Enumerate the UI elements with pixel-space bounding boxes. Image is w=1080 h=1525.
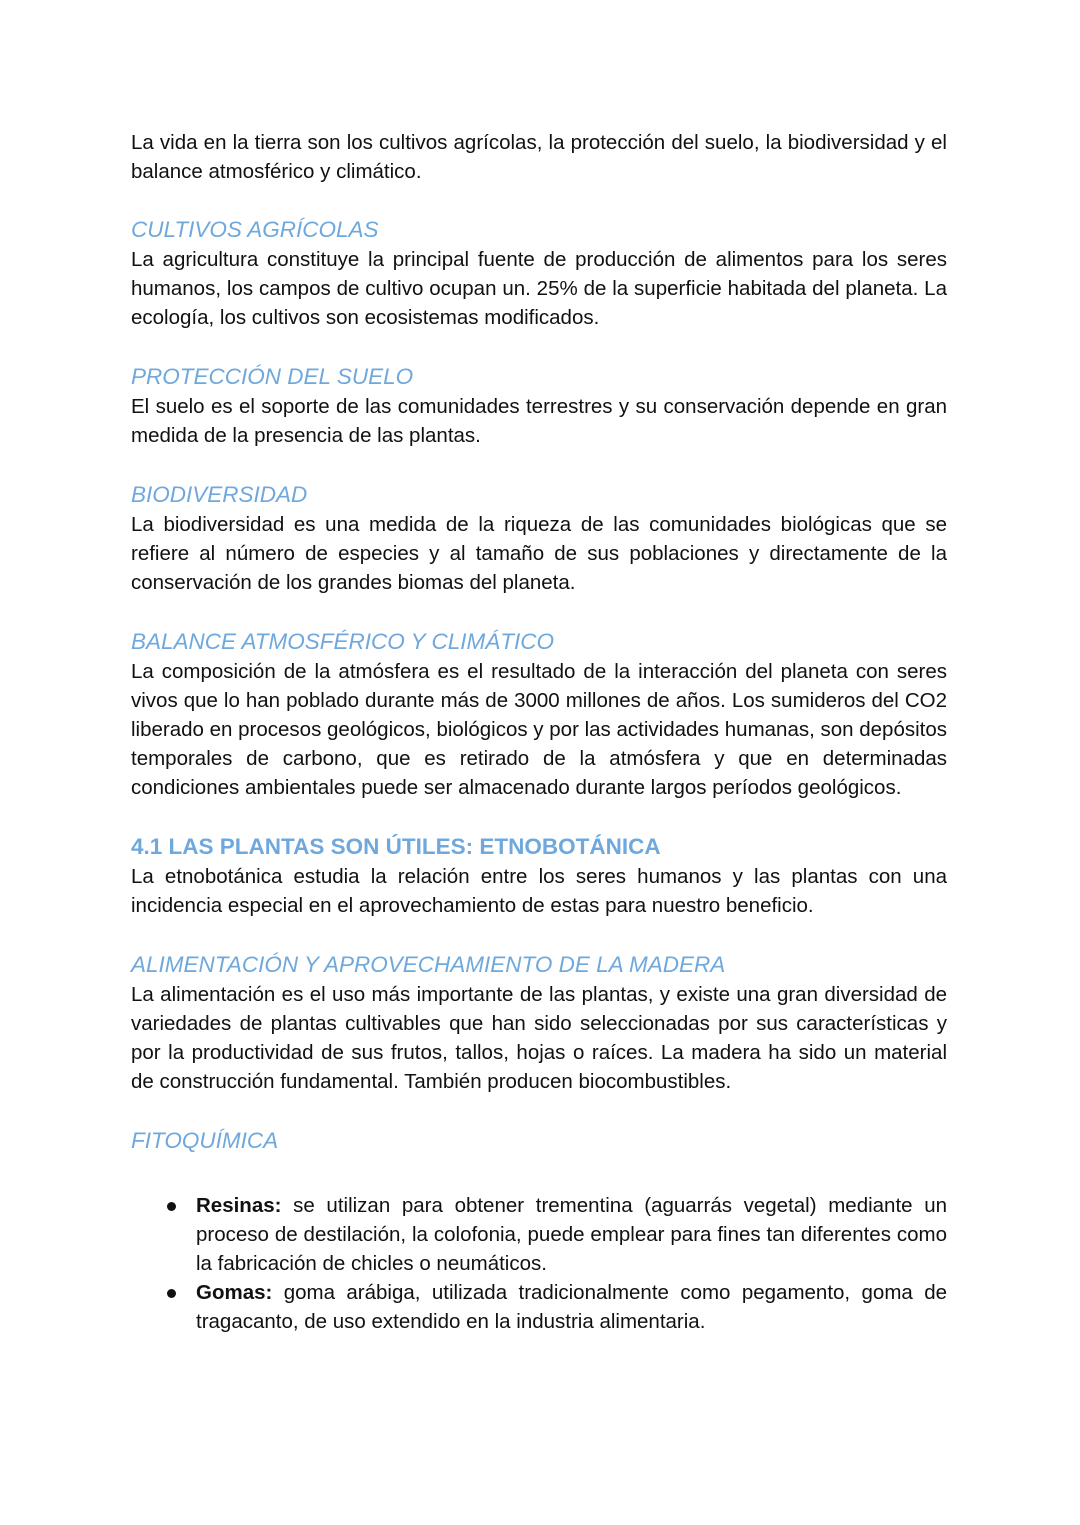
- spacer: [131, 332, 947, 362]
- spacer: [131, 1096, 947, 1126]
- paragraph-alimentacion: La alimentación es el uso más importante de las plantas, y existe una gran diversidad de variedades de plantas cultivables que han sido seleccionadas por sus características y por la productividad de sus frutos, tallos, hojas o raíces. La madera ha sido un material de construcción fundamental. También producen biocombustibles.: [131, 983, 947, 1093]
- spacer: [131, 802, 947, 832]
- list-item-term: Resinas:: [196, 1194, 282, 1217]
- spacer: [131, 186, 947, 215]
- bullet-icon: [167, 1202, 176, 1211]
- paragraph-etnobotanica: La etnobotánica estudia la relación entre los seres humanos y las plantas con una incidencia especial en el aprovechamiento de estas para nuestro beneficio.: [131, 865, 947, 917]
- spacer: [131, 1156, 947, 1191]
- heading-balance: BALANCE ATMOSFÉRICO Y CLIMÁTICO: [131, 629, 554, 654]
- paragraph-cultivos: La agricultura constituye la principal fuente de producción de alimentos para los seres humanos, los campos de cultivo ocupan un. 25% de la superficie habitada del planeta. La ecología, los cultivos son ecosistemas modificados.: [131, 248, 947, 329]
- list-item-text: goma arábiga, utilizada tradicionalmente como pegamento, goma de tragacanto, de uso extendido en la industria alimentaria.: [196, 1281, 947, 1333]
- paragraph-biodiversidad: La biodiversidad es una medida de la riqueza de las comunidades biológicas que se refiere al número de especies y al tamaño de sus poblaciones y directamente de la conservación de los grandes biomas del planeta.: [131, 513, 947, 594]
- heading-proteccion: PROTECCIÓN DEL SUELO: [131, 364, 414, 389]
- spacer: [131, 597, 947, 627]
- list-item-text: se utilizan para obtener trementina (aguarrás vegetal) mediante un proceso de destilación, la colofonia, puede emplear para fines tan diferentes como la fabricación de chicles o neumáticos.: [196, 1194, 947, 1275]
- list-item-term: Gomas:: [196, 1281, 273, 1304]
- heading-alimentacion: ALIMENTACIÓN Y APROVECHAMIENTO DE LA MADERA: [131, 952, 726, 977]
- heading-fitoquimica: FITOQUÍMICA: [131, 1128, 279, 1153]
- fitoquimica-list: [131, 1191, 947, 1336]
- document-page: [131, 128, 947, 1336]
- paragraph-proteccion: El suelo es el soporte de las comunidades terrestres y su conservación depende en gran medida de la presencia de las plantas.: [131, 395, 947, 447]
- intro-paragraph: La vida en la tierra son los cultivos agrícolas, la protección del suelo, la biodiversidad y el balance atmosférico y climático.: [131, 131, 947, 183]
- heading-biodiversidad: BIODIVERSIDAD: [131, 482, 308, 507]
- spacer: [131, 920, 947, 950]
- list-item: [131, 1278, 947, 1336]
- heading-cultivos: CULTIVOS AGRÍCOLAS: [131, 217, 379, 242]
- bullet-icon: [167, 1289, 176, 1298]
- spacer: [131, 450, 947, 480]
- list-item: [131, 1191, 947, 1278]
- heading-etnobotanica: 4.1 LAS PLANTAS SON ÚTILES: ETNOBOTÁNICA: [131, 834, 661, 859]
- paragraph-balance: La composición de la atmósfera es el resultado de la interacción del planeta con seres vivos que lo han poblado durante más de 3000 millones de años. Los sumideros del CO2 liberado en procesos geológicos, biológicos y por las actividades humanas, son depósitos temporales de carbono, que es retirado de la atmósfera y que en determinadas condiciones ambientales puede ser almacenado durante largos períodos geológicos.: [131, 660, 947, 799]
